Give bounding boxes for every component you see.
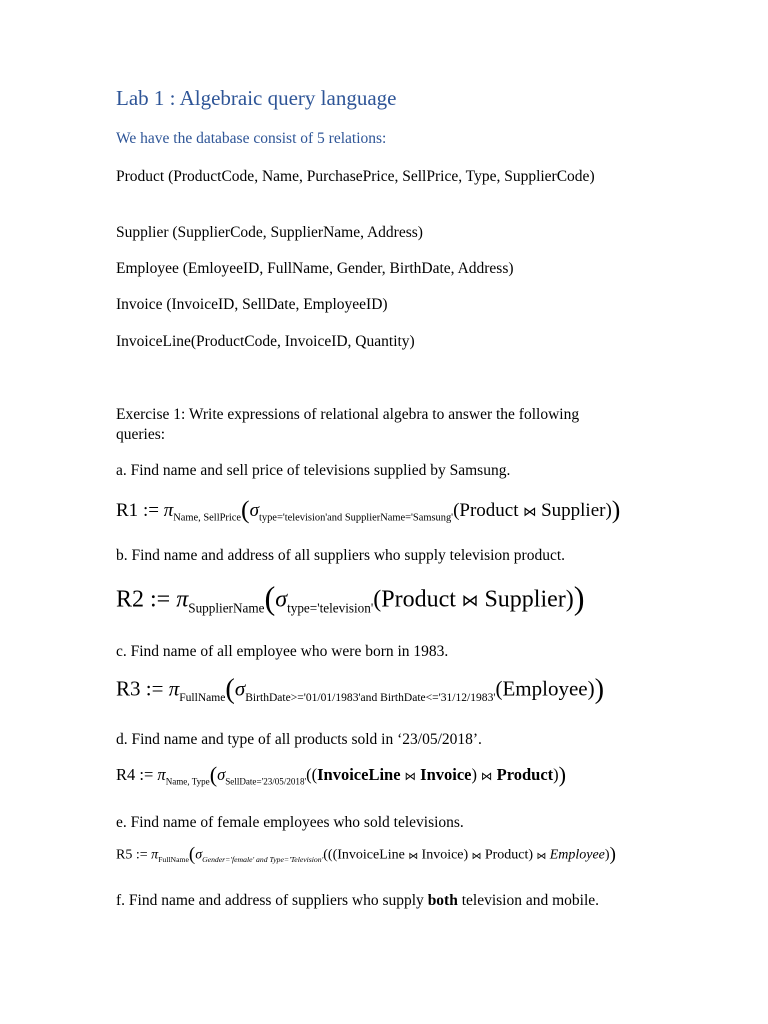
page-title: Lab 1 : Algebraic query language (116, 86, 397, 110)
question-e: e. Find name of female employees who sold televisions. (116, 814, 464, 831)
formula-r1: R1 := $\pi_{Name, SellPrice}(\sigma_{type='television'and SupplierName='Samsung'}(Product$ ⋈ Supplier)) (116, 495, 621, 524)
question-d: d. Find name and type of all products sold in ‘23/05/2018’. (116, 731, 482, 748)
relation-product: Product (ProductCode, Name, PurchasePrice, SellPrice, Type, SupplierCode) (116, 168, 595, 185)
formula-r4: R4 := $\pi_{Name, Type}(\sigma_{SellDate='23/05/2018'}((InvoiceLine$ ⋈ Invoice) ⋈ Product)) (116, 762, 567, 787)
formula-r2: R2 := $\pi_{SupplierName}(\sigma_{type='television'}(Product$ ⋈ Supplier)) (116, 581, 585, 617)
natural-join-icon: ⋈ (471, 850, 482, 862)
emphasis-both: both (427, 892, 458, 909)
natural-join-icon: ⋈ (523, 504, 537, 520)
question-f: f. Find name and address of suppliers who supply both television and mobile. (116, 892, 600, 909)
natural-join-icon: ⋈ (461, 590, 479, 611)
formula-r5: R5 := $\pi_{FullName}(\sigma_{Gender='female' and Type='Television'}(((InvoiceLine$ ⋈ Invoice) ⋈ Product) ⋈ Employee)) (116, 844, 616, 865)
relation-employee: Employee (EmloyeeID, FullName, Gender, BirthDate, Address) (116, 260, 514, 277)
relation-supplier: Supplier (SupplierCode, SupplierName, Address) (116, 224, 423, 241)
exercise-heading: Exercise 1: Write expressions of relational algebra to answer the following queries: (116, 406, 580, 443)
natural-join-icon: ⋈ (408, 850, 419, 862)
natural-join-icon: ⋈ (536, 850, 547, 862)
relation-invoiceline: InvoiceLine(ProductCode, InvoiceID, Quantity) (116, 333, 415, 350)
subtitle: We have the database consist of 5 relations: (116, 130, 387, 147)
question-a: a. Find name and sell price of televisions supplied by Samsung. (116, 462, 511, 479)
relation-invoice: Invoice (InvoiceID, SellDate, EmployeeID) (116, 296, 388, 313)
natural-join-icon: ⋈ (481, 769, 493, 784)
natural-join-icon: ⋈ (404, 769, 417, 784)
question-c: c. Find name of all employee who were born in 1983. (116, 643, 449, 660)
formula-r3: R3 := $\pi_{FullName}(\sigma_{BirthDate>='01/01/1983'and BirthDate<='31/12/1983'}(Employee))$ (116, 674, 605, 705)
question-b: b. Find name and address of all suppliers who supply television product. (116, 547, 566, 564)
